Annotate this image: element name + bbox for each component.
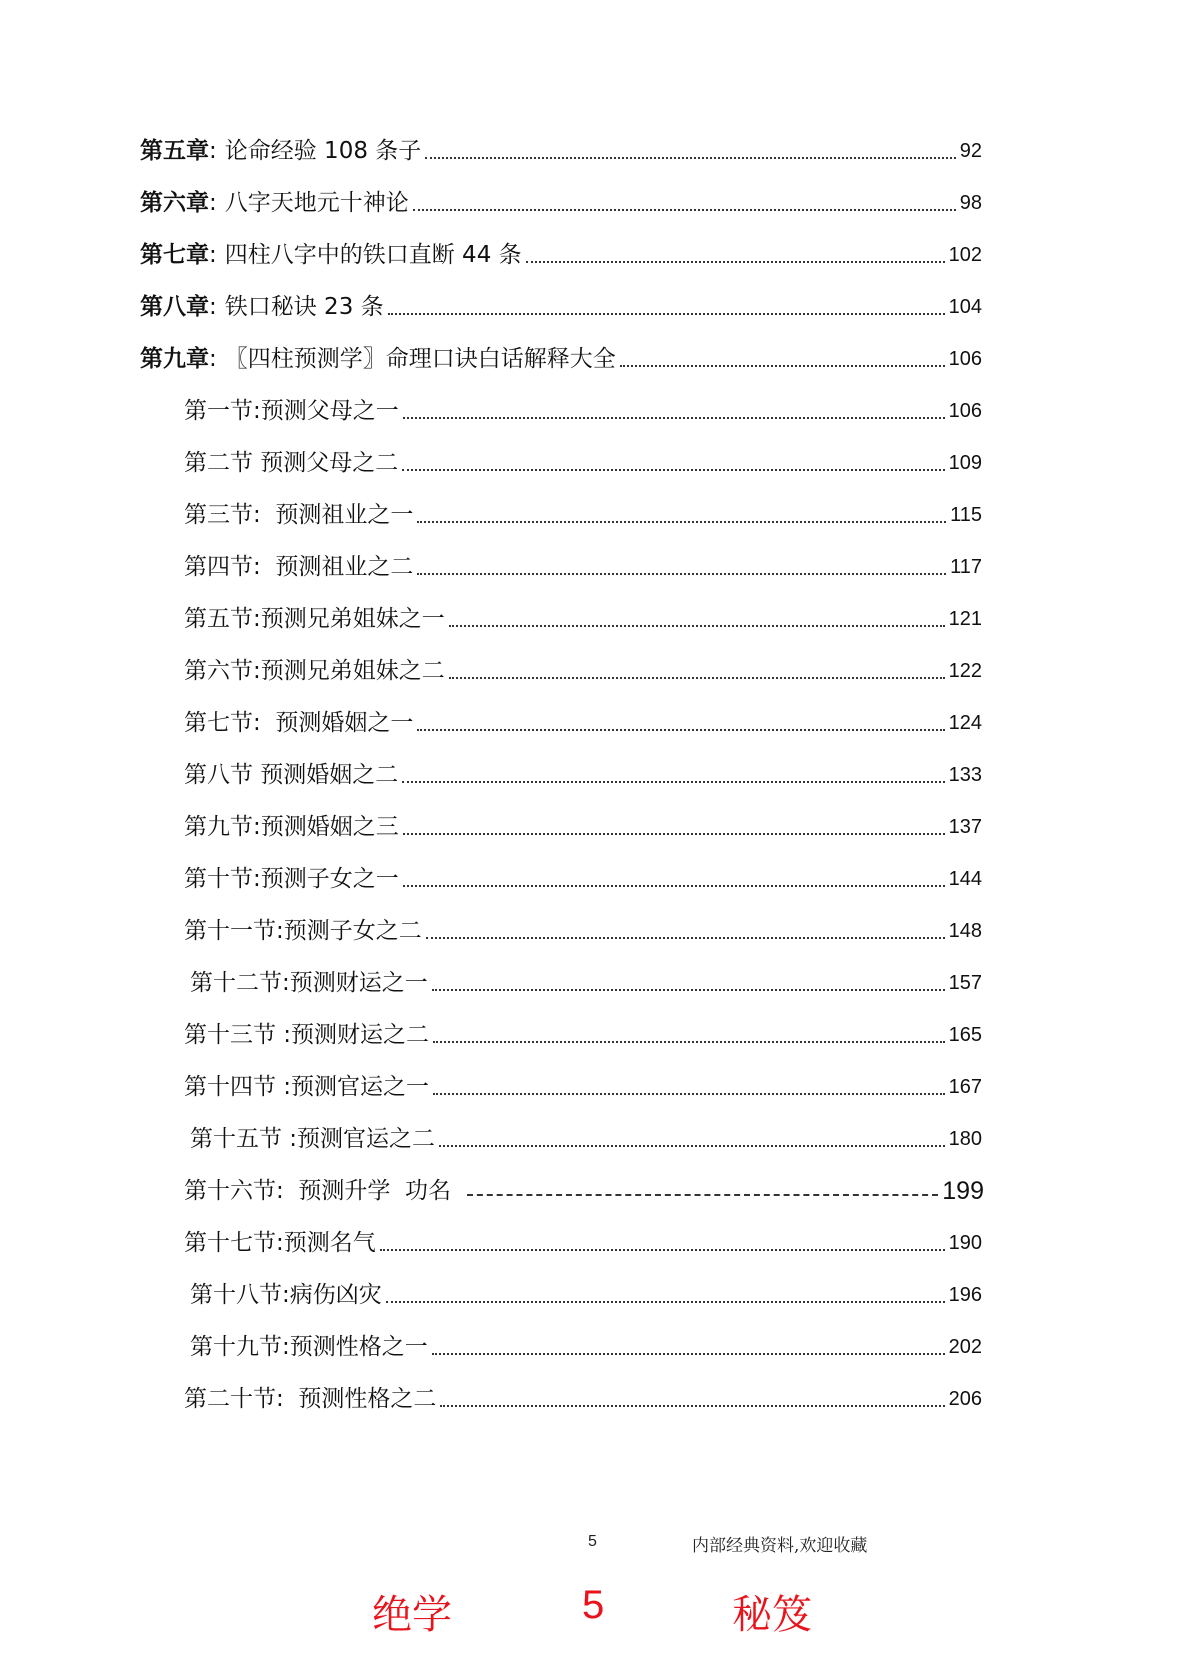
toc-title: 第一节:预测父母之一 [184,398,399,424]
dot-leader [433,1041,945,1043]
dot-leader [417,521,946,523]
stamp-number: 5 [582,1583,605,1627]
toc-page-number: 190 [948,1232,982,1254]
dot-leader [432,989,945,991]
toc-title: 第五节:预测兄弟姐妹之一 [184,606,445,632]
toc-page-number: 106 [948,348,982,370]
toc-title: 铁口秘诀 23 条 [224,294,384,320]
toc-entry-chapter-7[interactable] [140,238,982,272]
toc-page-number: 106 [948,400,982,422]
dot-leader [417,729,944,731]
toc-chapter-label: 第九章 [140,346,209,372]
toc-title: 四柱八字中的铁口直断 44 条 [224,242,522,268]
toc-title: 八字天地元十神论 [224,190,409,216]
toc-title: 第二十节: 预测性格之二 [184,1386,437,1412]
toc-page-number: 196 [948,1284,982,1306]
toc-page-number: 148 [948,920,982,942]
toc-entry-section-9[interactable] [184,810,982,844]
dot-leader [432,1353,945,1355]
toc-chapter-label: 第八章 [140,294,209,320]
toc-title: 第七节: 预测婚姻之一 [184,710,414,736]
toc-title: 第十一节:预测子女之二 [184,918,422,944]
toc-page-number: 92 [959,140,982,162]
toc-title: 第十二节:预测财运之一 [190,970,428,996]
toc-page-number: 165 [948,1024,982,1046]
dot-leader [426,937,945,939]
toc-title: 第三节: 预测祖业之一 [184,502,414,528]
toc-entry-section-15[interactable] [190,1122,982,1156]
dot-leader [388,313,945,315]
toc-separator: : [209,242,217,268]
toc-separator: : [209,138,217,164]
toc-title: 第十节:预测子女之一 [184,866,399,892]
dot-leader [380,1249,945,1251]
toc-title: 第十五节 :预测官运之二 [190,1126,436,1152]
toc-page-number: 133 [948,764,982,786]
footer-page-number: 5 [588,1533,597,1550]
toc-page-number: 137 [948,816,982,838]
toc-entry-section-11[interactable] [184,914,982,948]
toc-title: 第十三节 :预测财运之二 [184,1022,430,1048]
toc-entry-section-12[interactable] [190,966,982,1000]
toc-entry-section-4[interactable] [184,550,982,584]
toc-title: 第九节:预测婚姻之三 [184,814,399,840]
toc-page-number: 115 [950,504,982,526]
dot-leader [440,1405,944,1407]
toc-page-number: 117 [950,556,982,578]
toc-title: 第十七节:预测名气 [184,1230,376,1256]
toc-entry-section-7[interactable] [184,706,982,740]
toc-title: 论命经验 108 条子 [224,138,422,164]
toc-entry-section-17[interactable] [184,1226,982,1260]
dot-leader [433,1093,945,1095]
stamp-left-text: 绝学 [372,1592,452,1638]
toc-page-number: 124 [948,712,982,734]
dot-leader [425,157,955,159]
dot-leader [449,625,945,627]
dot-leader [526,261,945,263]
toc-entry-chapter-8[interactable] [140,290,982,324]
toc-entry-section-1[interactable] [184,394,982,428]
toc-title: 第十九节:预测性格之一 [190,1334,428,1360]
toc-entry-section-6[interactable] [184,654,982,688]
stamp-right-text: 秘笈 [732,1592,812,1638]
toc-entry-section-13[interactable] [184,1018,982,1052]
toc-title: 第十六节: 预测升学 功名 [184,1178,451,1204]
toc-entry-section-16[interactable] [184,1174,984,1208]
toc-page-number: 157 [948,972,982,994]
dot-leader [386,1301,945,1303]
toc-title: 第八节 预测婚姻之二 [184,762,399,788]
toc-title: 第二节 预测父母之二 [184,450,399,476]
toc-chapter-label: 第五章 [140,138,209,164]
toc-title: 〖四柱预测学〗命理口诀白话解释大全 [224,346,616,372]
toc-entry-section-5[interactable] [184,602,982,636]
toc-entry-section-20[interactable] [184,1382,982,1416]
toc-title: 第十四节 :预测官运之一 [184,1074,430,1100]
dot-leader [402,781,944,783]
toc-page-number: 109 [948,452,982,474]
footer-note: 内部经典资料,欢迎收藏 [692,1536,868,1556]
dot-leader [449,677,945,679]
toc-entry-section-3[interactable] [184,498,982,532]
toc-entry-section-10[interactable] [184,862,982,896]
toc-page-number: 98 [959,192,982,214]
toc-entry-section-2[interactable] [184,446,982,480]
dot-leader [417,573,946,575]
dot-leader [403,417,945,419]
toc-entry-chapter-6[interactable] [140,186,982,220]
dot-leader [439,1145,945,1147]
toc-page-number: 199 [942,1177,984,1205]
toc-page-number: 202 [948,1336,982,1358]
dot-leader [403,885,945,887]
dot-leader [403,833,945,835]
toc-page-number: 104 [948,296,982,318]
toc-separator: : [209,190,217,216]
toc-entry-chapter-9[interactable] [140,342,982,376]
toc-title: 第六节:预测兄弟姐妹之二 [184,658,445,684]
toc-title: 第四节: 预测祖业之二 [184,554,414,580]
toc-chapter-label: 第七章 [140,242,209,268]
toc-separator: : [209,294,217,320]
toc-page-number: 102 [948,244,982,266]
toc-page-number: 206 [948,1388,982,1410]
toc-page-number: 144 [948,868,982,890]
toc-entry-section-19[interactable] [190,1330,982,1364]
toc-page-number: 180 [948,1128,982,1150]
toc-entry-section-18[interactable] [190,1278,982,1312]
dot-leader [620,365,945,367]
toc-page-number: 122 [948,660,982,682]
dot-leader [402,469,944,471]
dot-leader [413,209,956,211]
toc-page-number: 121 [948,608,982,630]
dash-leader [467,1194,938,1196]
toc-entry-section-8[interactable] [184,758,982,792]
toc-page-number: 167 [948,1076,982,1098]
toc-title: 第十八节:病伤凶灾 [190,1282,382,1308]
toc-separator: : [209,346,217,372]
toc-entry-section-14[interactable] [184,1070,982,1104]
toc-entry-chapter-5[interactable] [140,134,982,168]
toc-chapter-label: 第六章 [140,190,209,216]
